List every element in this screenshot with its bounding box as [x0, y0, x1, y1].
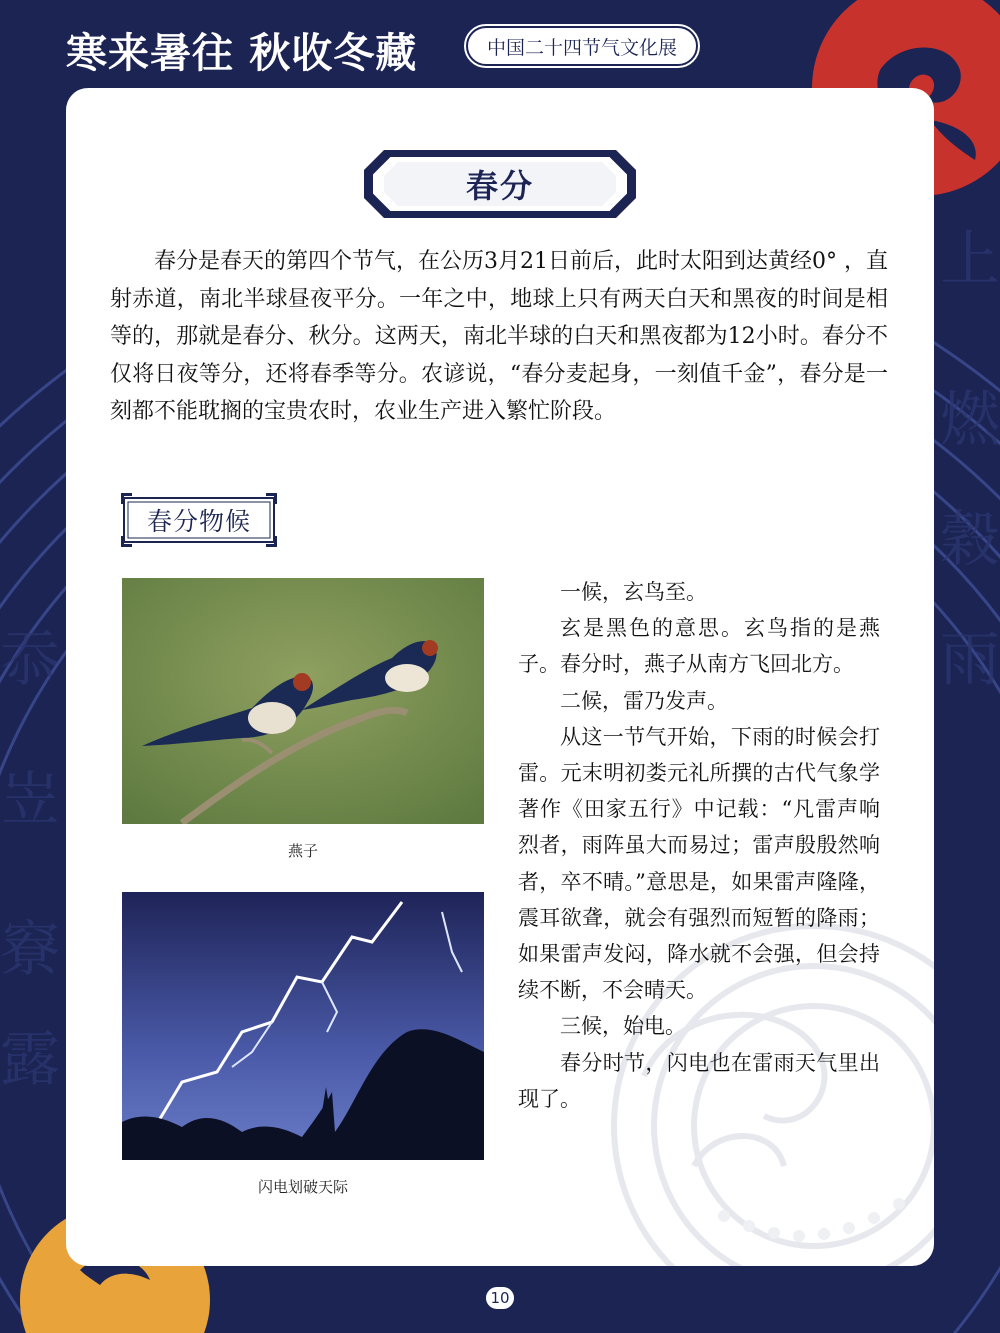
swallows-caption: 燕子 [287, 842, 318, 860]
phenology-paragraph: 二候，雷乃发声。 [560, 688, 728, 713]
phenology-text [518, 574, 880, 1117]
svg-text:上: 上 [940, 225, 1000, 295]
svg-text:露: 露 [0, 1025, 60, 1095]
svg-text:忝: 忝 [0, 625, 60, 695]
svg-text:燃: 燃 [940, 385, 1000, 455]
svg-text:穀: 穀 [940, 505, 1000, 575]
page-number: 10 [484, 1285, 516, 1311]
svg-text:岦: 岦 [0, 765, 60, 835]
lightning-caption: 闪电划破天际 [257, 1178, 348, 1196]
phenology-paragraph: 春分时节，闪电也在雷雨天气里出现了。 [518, 1050, 880, 1111]
swallows-photo [122, 578, 484, 824]
svg-text:雨: 雨 [940, 625, 1000, 695]
phenology-paragraph: 从这一节气开始，下雨的时候会打雷。元末明初娄元礼所撰的古代气象学著作《田家五行》中记载：“凡雷声响烈者，雨阵虽大而易过；雷声殷殷然响者，卒不晴。”意思是，如果雷声隆隆，震耳欲聋，就会有强烈而短暂的降雨；如果雷声发闷，降水就不会强，但会持续不断，不会晴天。 [518, 724, 880, 1003]
phenology-paragraph: 一候，玄鸟至。 [560, 580, 707, 604]
title-plate [362, 148, 638, 220]
phenology-paragraph: 三候，始电。 [560, 1014, 686, 1039]
section-title: 春分物候 [146, 507, 251, 536]
exhibition-badge: 中国二十四节气文化展 [466, 26, 698, 66]
intro-paragraph: 春分是春天的第四个节气，在公历3月21日前后，此时太阳到达黄经0° ，直射赤道，南北半球昼夜平分。一年之中，地球上只有两天白天和黑夜的时间是相等的，那就是春分、秋分。这两天，南北半球的白天和黑夜都为12小时。春分不仅将日夜等分，还将春季等分。农谚说，“春分麦起身，一刻值千金”，春分是一刻都不能耽搁的宝贵农时，农业生产进入繁忙阶段。 [110, 249, 888, 424]
content-card [66, 88, 934, 1266]
lightning-photo [122, 892, 484, 1160]
svg-text:竂: 竂 [0, 915, 60, 985]
phenology-paragraph: 玄是黑色的意思。玄鸟指的是燕子。春分时，燕子从南方飞回北方。 [518, 616, 880, 677]
exhibition-title: 寒来暑往 秋收冬藏 [66, 29, 418, 77]
page-title: 春分 [465, 167, 534, 205]
section-heading [120, 492, 278, 548]
